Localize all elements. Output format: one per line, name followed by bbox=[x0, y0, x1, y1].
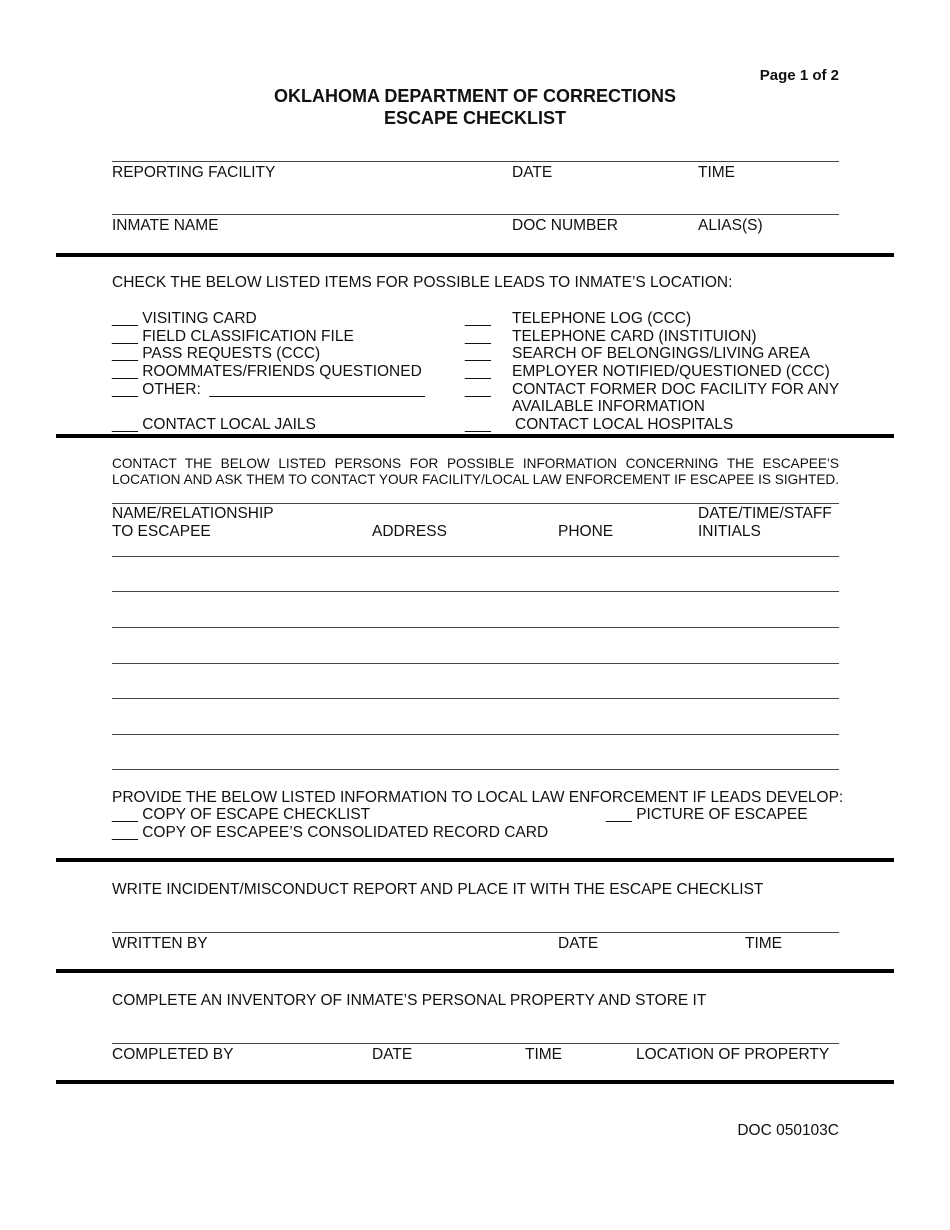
check-blank[interactable]: ___ bbox=[465, 345, 491, 362]
contact-entry-line[interactable] bbox=[112, 556, 839, 557]
contact-entry-line[interactable] bbox=[112, 698, 839, 699]
search-belongings-label: SEARCH OF BELONGINGS/LIVING AREA bbox=[512, 345, 811, 362]
written-by-line[interactable] bbox=[112, 932, 839, 933]
check-blank[interactable]: ___ bbox=[112, 363, 138, 380]
local-hospitals-label: CONTACT LOCAL HOSPITALS bbox=[515, 416, 734, 433]
check-blank[interactable]: ___ bbox=[465, 416, 491, 433]
check-blank[interactable]: ___ bbox=[465, 381, 491, 398]
col-header-phone: PHONE bbox=[558, 523, 614, 540]
date-label: DATE bbox=[512, 164, 553, 181]
check-blank[interactable]: ___ bbox=[112, 328, 138, 345]
checkbox-pass-requests[interactable]: ___ PASS REQUESTS (CCC) bbox=[112, 345, 321, 362]
col-header-name-2: TO ESCAPEE bbox=[112, 523, 211, 540]
inventory-date-label: DATE bbox=[372, 1046, 413, 1063]
section-divider bbox=[56, 253, 894, 257]
check-blank[interactable]: ___ bbox=[465, 328, 491, 345]
reporting-facility-label: REPORTING FACILITY bbox=[112, 164, 276, 181]
telephone-card-label: TELEPHONE CARD (INSTITUION) bbox=[512, 328, 757, 345]
checkbox-roommates[interactable]: ___ ROOMMATES/FRIENDS QUESTIONED bbox=[112, 363, 422, 380]
checkbox-escape-checklist[interactable]: ___ COPY OF ESCAPE CHECKLIST bbox=[112, 806, 371, 823]
incident-date-label: DATE bbox=[558, 935, 599, 952]
form-subtitle: ESCAPE CHECKLIST bbox=[383, 108, 567, 128]
form-number: DOC 050103C bbox=[737, 1122, 839, 1139]
check-blank[interactable]: ___ bbox=[112, 824, 138, 841]
written-by-label: WRITTEN BY bbox=[112, 935, 208, 952]
leads-instruction: CHECK THE BELOW LISTED ITEMS FOR POSSIBLE LEADS TO INMATE’S LOCATION: bbox=[112, 274, 733, 291]
check-blank[interactable]: ___ bbox=[112, 345, 138, 362]
alias-label: ALIAS(S) bbox=[698, 217, 763, 234]
location-of-property-label: LOCATION OF PROPERTY bbox=[636, 1046, 830, 1063]
contact-entry-line[interactable] bbox=[112, 591, 839, 592]
contact-former-facility-continuation: AVAILABLE INFORMATION bbox=[512, 398, 705, 415]
check-blank[interactable]: ___ bbox=[112, 416, 138, 433]
law-enforcement-instruction: PROVIDE THE BELOW LISTED INFORMATION TO LOCAL LAW ENFORCEMENT IF LEADS DEVELOP: bbox=[112, 789, 844, 806]
inventory-time-label: TIME bbox=[525, 1046, 563, 1063]
contact-former-facility-label: CONTACT FORMER DOC FACILITY FOR ANY bbox=[512, 381, 840, 398]
incident-instruction: WRITE INCIDENT/MISCONDUCT REPORT AND PLACE IT WITH THE ESCAPE CHECKLIST bbox=[112, 881, 764, 898]
check-blank[interactable]: ___ bbox=[112, 806, 138, 823]
checkbox-record-card[interactable]: ___ COPY OF ESCAPEE’S CONSOLIDATED RECORD CARD bbox=[112, 824, 549, 841]
telephone-log-label: TELEPHONE LOG (CCC) bbox=[512, 310, 692, 327]
check-blank[interactable]: ___ bbox=[112, 310, 138, 327]
facility-date-time-line[interactable] bbox=[112, 161, 839, 162]
check-blank[interactable]: ___ bbox=[465, 310, 491, 327]
contact-entry-line[interactable] bbox=[112, 627, 839, 628]
checkbox-field-classification[interactable]: ___ FIELD CLASSIFICATION FILE bbox=[112, 328, 354, 345]
time-label: TIME bbox=[698, 164, 736, 181]
col-header-name: NAME/RELATIONSHIP bbox=[112, 505, 274, 522]
inmate-name-line[interactable] bbox=[112, 214, 839, 215]
contact-entry-line[interactable] bbox=[112, 769, 839, 770]
check-blank[interactable]: ___ bbox=[112, 381, 138, 398]
checkbox-visiting-card[interactable]: ___ VISITING CARD bbox=[112, 310, 257, 327]
completed-by-line[interactable] bbox=[112, 1043, 839, 1044]
section-divider bbox=[56, 969, 894, 973]
contacts-table-top-line bbox=[112, 503, 839, 504]
col-header-address: ADDRESS bbox=[372, 523, 447, 540]
contacts-instruction-line2: LOCATION AND ASK THEM TO CONTACT YOUR FACILITY/LOCAL LAW ENFORCEMENT IF ESCAPEE IS SIGHTED. bbox=[112, 472, 839, 487]
contact-entry-line[interactable] bbox=[112, 663, 839, 664]
contact-entry-line[interactable] bbox=[112, 734, 839, 735]
employer-notified-label: EMPLOYER NOTIFIED/QUESTIONED (CCC) bbox=[512, 363, 830, 380]
incident-time-label: TIME bbox=[745, 935, 783, 952]
contacts-instruction-line1: CONTACT THE BELOW LISTED PERSONS FOR POSSIBLE INFORMATION CONCERNING THE ESCAPEE’S bbox=[112, 456, 839, 471]
section-divider bbox=[56, 1080, 894, 1084]
page-number: Page 1 of 2 bbox=[759, 67, 839, 84]
inmate-name-label: INMATE NAME bbox=[112, 217, 219, 234]
section-divider bbox=[56, 858, 894, 862]
section-divider bbox=[56, 434, 894, 438]
checkbox-picture[interactable]: ___ PICTURE OF ESCAPEE bbox=[606, 806, 808, 823]
form-title: OKLAHOMA DEPARTMENT OF CORRECTIONS bbox=[274, 86, 676, 106]
col-header-staff-2: INITIALS bbox=[698, 523, 761, 540]
inventory-instruction: COMPLETE AN INVENTORY OF INMATE’S PERSONAL PROPERTY AND STORE IT bbox=[112, 992, 707, 1009]
check-blank[interactable]: ___ bbox=[606, 806, 632, 823]
completed-by-label: COMPLETED BY bbox=[112, 1046, 234, 1063]
checkbox-local-jails[interactable]: ___ CONTACT LOCAL JAILS bbox=[112, 416, 316, 433]
check-blank[interactable]: ___ bbox=[465, 363, 491, 380]
doc-number-label: DOC NUMBER bbox=[512, 217, 618, 234]
col-header-staff: DATE/TIME/STAFF bbox=[698, 505, 832, 522]
checkbox-other[interactable]: ___ OTHER: _________________________ bbox=[112, 381, 425, 398]
other-field[interactable]: _________________________ bbox=[209, 381, 425, 398]
